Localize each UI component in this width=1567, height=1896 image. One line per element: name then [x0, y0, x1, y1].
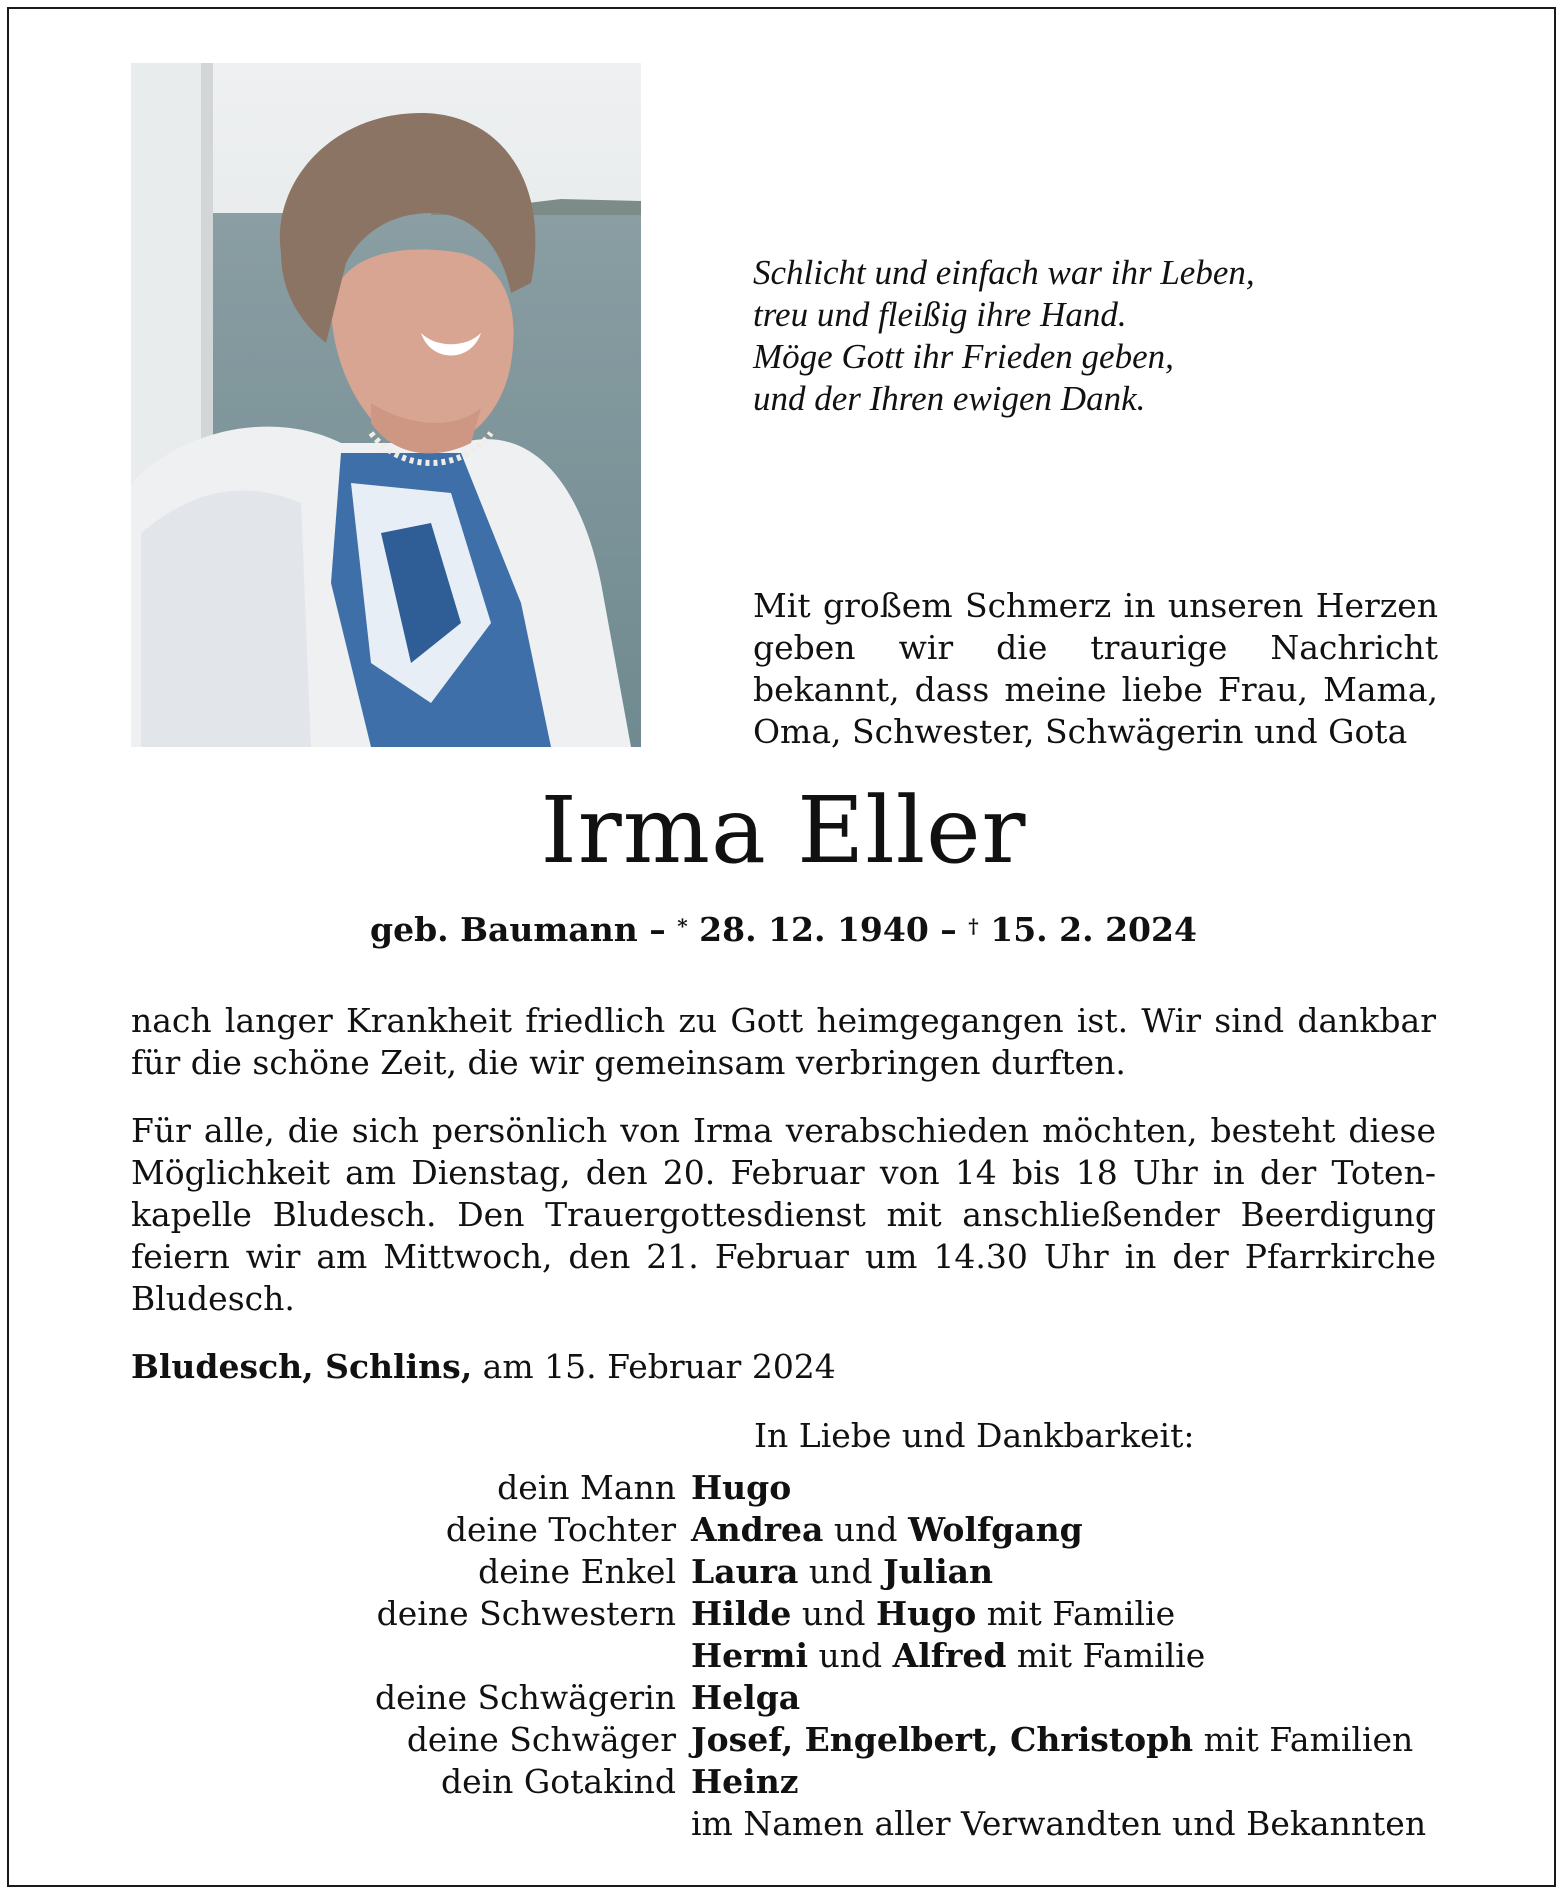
mourner-names [691, 1761, 798, 1803]
mourner-names [691, 1803, 1426, 1845]
mourner-name: Heinz [691, 1762, 799, 1801]
mourner-row [131, 1719, 1451, 1761]
relation-label [131, 1635, 691, 1677]
mourner-names [691, 1719, 1413, 1761]
life-dates [0, 908, 1567, 952]
relation-label: dein Mann [497, 1468, 676, 1507]
connector-text: mit Familien [1193, 1720, 1414, 1759]
relation-label: dein Gotakind [440, 1762, 676, 1801]
mourner-row [131, 1803, 1451, 1845]
relation-label: deine Enkel [478, 1552, 676, 1591]
birth-date: 28. 12. 1940 [687, 910, 929, 949]
connector-text: und [823, 1510, 909, 1549]
closing-line: In Liebe und Dankbarkeit: [754, 1416, 1195, 1455]
towns: Bludesch, Schlins, [131, 1347, 473, 1386]
mourner-names [691, 1467, 791, 1509]
birth-symbol: * [677, 914, 688, 938]
mourner-name: Helga [691, 1678, 801, 1717]
mourner-names [691, 1635, 1205, 1677]
mourner-names [691, 1509, 1083, 1551]
mourner-name: Hugo [691, 1468, 792, 1507]
poem-line: und der Ihren ewigen Dank. [753, 379, 1146, 418]
relation-label: deine Tochter [445, 1510, 676, 1549]
notice-date: am 15. Februar 2024 [472, 1347, 836, 1386]
mourner-names [691, 1551, 993, 1593]
poem-line: Schlicht und einfach war ihr Leben, [753, 253, 1255, 292]
death-date: 15. 2. 2024 [978, 910, 1197, 949]
connector-text: im Namen aller Verwandten und Bekannten [691, 1804, 1427, 1843]
mourner-row [131, 1467, 1451, 1509]
mourner-names [691, 1677, 800, 1719]
intro-text: Mit großem Schmerz in unseren Herzen geben wir die traurige Nachricht bekannt, dass meine liebe Frau, Mama, Oma, Schwester, Schwägerin und Gota [753, 586, 1438, 751]
dash: – [928, 910, 969, 949]
mourner-row [131, 1593, 1451, 1635]
mourner-name: Hugo [875, 1594, 977, 1633]
dash: – [637, 910, 678, 949]
portrait-illustration [131, 63, 641, 747]
mourner-row [131, 1551, 1451, 1593]
poem [753, 252, 1473, 420]
announcement-paragraph: nach langer Krankheit friedlich zu Gott heimgegangen ist. Wir sind dankbar für die schöne Zeit, die wir gemeinsam verbringen durften. [131, 1001, 1436, 1082]
connector-text: mit Familie [976, 1594, 1176, 1633]
mourner-name: Andrea [691, 1510, 824, 1549]
portrait-photo [131, 63, 641, 747]
mourner-row [131, 1509, 1451, 1551]
mourner-row [131, 1635, 1451, 1677]
connector-text: und [791, 1594, 876, 1633]
relation-label: deine Schwestern [376, 1594, 676, 1633]
mourner-name: Laura [691, 1552, 799, 1591]
connector-text: mit Familie [1006, 1636, 1206, 1675]
relation-label [131, 1803, 691, 1845]
poem-line: Möge Gott ihr Frieden geben, [753, 337, 1174, 376]
connector-text: und [808, 1636, 893, 1675]
mourner-name: Hilde [691, 1594, 792, 1633]
farewell-details-paragraph: Für alle, die sich persönlich von Irma verabschieden möchten, besteht diese Möglichkeit am Dienstag, den 20. Februar von 14 bis 18 Uhr in der Totenkapelle Bludesch. Den Trauergottesdienst mit anschließender Beerdigung feiern wir am Mittwoch, den 21. Februar um 14.30 Uhr in der Pfarrkirche Bludesch. [131, 1111, 1436, 1318]
death-symbol: † [968, 914, 979, 938]
mourner-row [131, 1677, 1451, 1719]
mourner-names [691, 1593, 1175, 1635]
mourner-row [131, 1761, 1451, 1803]
place-and-date [131, 1345, 836, 1389]
deceased-name: Irma Eller [540, 777, 1027, 884]
mourner-name: Alfred [892, 1636, 1007, 1675]
relation-label: deine Schwäger [406, 1720, 676, 1759]
poem-line: treu und fleißig ihre Hand. [753, 295, 1127, 334]
mourner-name: Julian [882, 1552, 994, 1591]
mourner-name: Wolfgang [908, 1510, 1083, 1549]
mourners-list [131, 1467, 1451, 1845]
relation-label: deine Schwägerin [375, 1678, 676, 1717]
connector-text: und [798, 1552, 883, 1591]
mourner-name: Josef, Engelbert, Christoph [691, 1720, 1194, 1759]
mourner-name: Hermi [691, 1636, 809, 1675]
birth-name: geb. Baumann [370, 910, 638, 949]
